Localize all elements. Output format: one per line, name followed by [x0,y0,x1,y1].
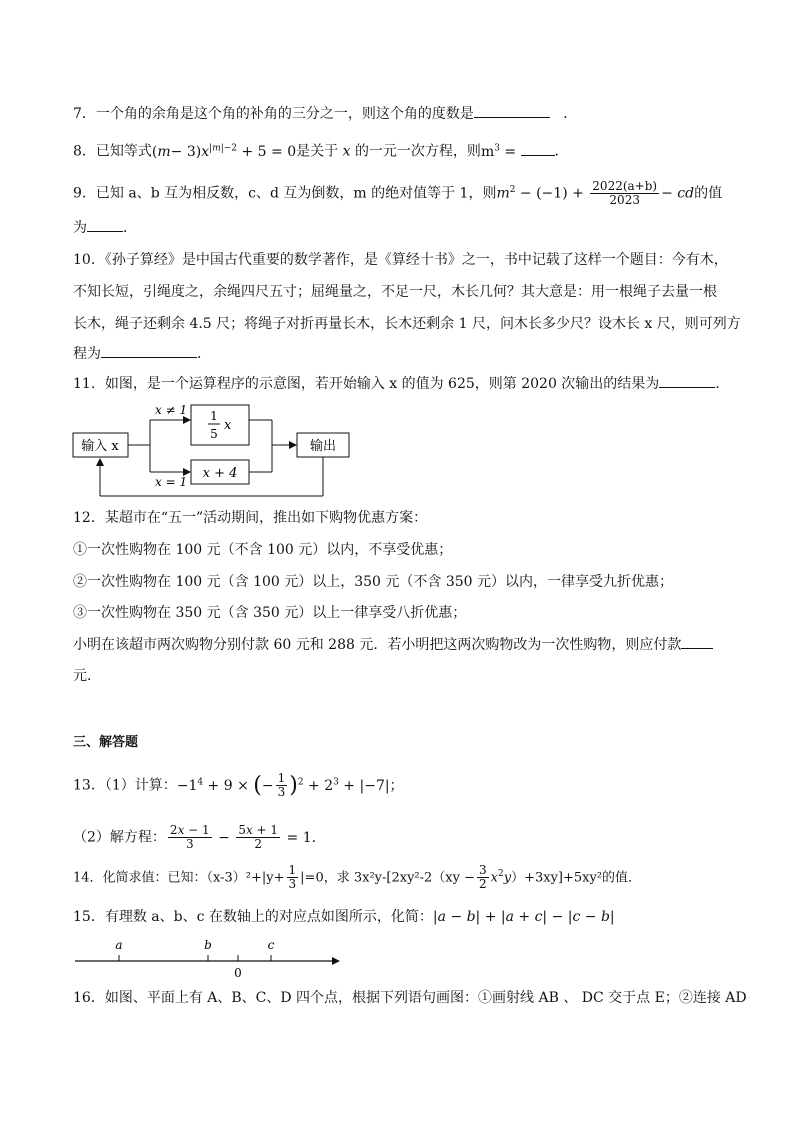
op-bottom: x + 4 [202,466,238,481]
op-top-num: 1 [210,409,218,423]
question-8: 8．已知等式$(m- 3)x^{|m|-2} + 5 = 0$是关于 x 的一元一次方程，则$m^3$ = ． [73,138,569,162]
point-a: a [115,938,123,952]
answer-blank [101,343,197,358]
question-10-line4: 程为 ． [73,343,211,364]
question-12-line1: 12．某超市在“五一”活动期间，推出如下购物优惠方案： [73,510,428,526]
answer-blank [681,634,713,649]
answer-blank [474,103,550,118]
question-12-line5: 小明在该超市两次购物分别付款 60 元和 288 元．若小明把这两次购物改为一次性购物，则应付款 [73,634,713,655]
q13-expr2: $\frac{2x - 1}{3}$ − $\frac{5x + 1}{2}$ = 1． [169,823,326,851]
question-10-line2: 不知长短，引绳度之，余绳四尺五寸；屈绳量之，不足一尺，木长几何？其大意是：用一根绳子去量一根 [73,284,717,300]
question-13-part2: （2）解方程： $\frac{2x - 1}{3}$ − $\frac{5x + 1}{2}$ = 1． [73,823,326,851]
question-12-item3: ③一次性购物在 350 元（含 350 元）以上一律享受八折优惠； [73,605,467,621]
op-top-box [191,405,249,445]
cond-bottom: x = 1 [155,475,188,489]
op-top-den: 5 [210,427,218,441]
answer-blank [659,373,715,388]
number-line [70,935,350,980]
flowchart [60,400,370,505]
input-label: 输入 x [81,439,119,454]
question-12-last: 元． [73,668,101,684]
question-9-line2: 为 ． [73,217,137,238]
q8-equation: $(m- 3)x^{|m|-2} + 5 = 0$ [151,143,297,160]
question-12-item1: ①一次性购物在 100 元（不含 100 元）以内，不享受优惠； [73,542,453,558]
zero-label: 0 [234,966,242,980]
question-11: 11．如图，是一个运算程序的示意图，若开始输入 x 的值为 625，则第 2020 次输出的结果为 ． [73,373,729,394]
answer-blank [87,217,123,232]
question-16: 16．如图、平面上有 A、B、C、D 四个点，根据下列语句画图：①画射线 AB 、 DC 交于点 E；②连接 AD [73,990,747,1006]
question-14: 14．化简求值：已知：（x-3）²+|y+ $\frac{1}{3}$ |=0，求 3x²y-[2xy²-2（xy − $\frac{3}{2}$ $x^2y)+3xy]+5xy^2$的值． [73,863,642,892]
point-c: c [267,938,275,952]
q9-fraction: $\frac{2022(a+b)}{2023}$ [592,179,658,208]
question-10-line1: 10．《孙子算经》是中国古代重要的数学著作，是《算经十书》之一，书中记载了这样一个题目：今有木， [73,252,728,268]
op-top-var: x [224,418,232,433]
question-10-line3: 长木，绳子还剩余 4.5 尺；将绳子对折再量长木，长木还剩余 1 尺，问木长多少尺？设木长 x 尺，则可列方 [73,316,741,332]
question-13-part1: 13．（1）计算：$-1^4 + 9$ × (− $\frac{1}{3}$ )$^2 + 2^3 + |-7|$； [73,771,404,800]
q13-expr1: $-1^4 + 9$ × (− $\frac{1}{3}$ )$^2 + 2^3 + |-7|$； [176,771,404,800]
answer-blank [521,141,555,156]
question-9: 9．已知 a、b 互为相反数，c、d 互为倒数，m 的绝对值等于 1，则$m^2 - (-1)$ + $\frac{2022(a+b)}{2023}$ − cd的值 [73,179,723,208]
section-heading: 三、解答题 [73,735,139,750]
q9-expr: m [496,185,510,202]
question-7: 7．一个角的余角是这个角的补角的三分之一，则这个角的度数是 ． [73,103,577,124]
point-b: b [204,938,212,952]
q8-expr: $m^3$ = [480,143,521,160]
cond-top: x ≠ 1 [155,403,188,417]
output-label: 输出 [309,439,337,454]
question-12-item2: ②一次性购物在 100 元（含 100 元）以上，350 元（不含 350 元）以内，一律享受九折优惠； [73,574,674,590]
question-15: 15．有理数 a、b、c 在数轴上的对应点如图所示，化简：|a − b| + |a + c| − |c − b| [73,909,615,925]
